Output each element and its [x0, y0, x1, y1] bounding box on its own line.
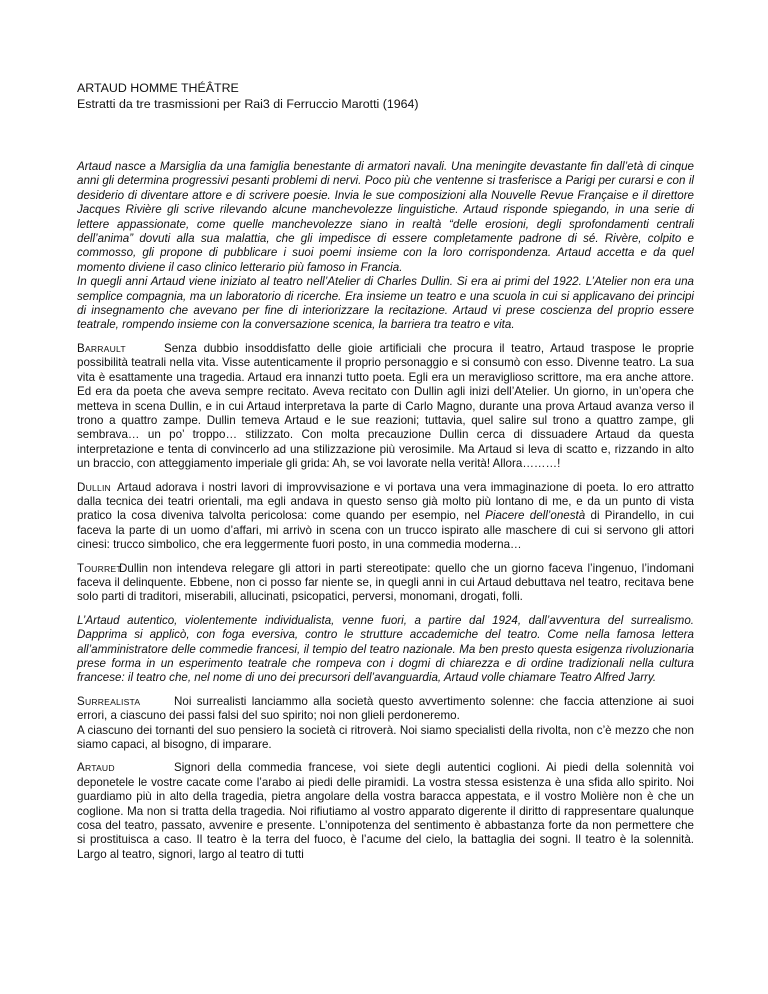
tourret-text: Dullin non intendeva relegare gli attori in parti stereotipate: quello che un giorno faceva l’ingenuo, l’indomani faceva il delinquente. Ebbene, non ci posso far niente se, in quegli anni in cui Artaud debuttava nel teatro, recitava bene solo parti di traditori, miserabili, allucinati, psicopatici, perversi, monomani, drogati, folli. [77, 561, 694, 604]
barrault-section [77, 342, 694, 472]
dullin-text-after: di Pirandello, in cui faceva la parte di un uomo d’affari, mi arrivò in scena con un trucco ispirato alle maschere di cui si servono gli attori cinesi: trucco simbolico, che era leggermente fuori posto, in una commedia moderna… [77, 509, 695, 552]
surrealista-paragraph [77, 695, 694, 724]
speaker-label-dullin: DULLIN [77, 480, 111, 494]
barrault-paragraph [77, 342, 694, 472]
speaker-label-barrault: BARRAULT [77, 341, 126, 355]
dullin-paragraph [77, 481, 694, 553]
document-subtitle: Estratti da tre trasmissioni per Rai3 di Ferruccio Marotti (1964) [77, 97, 419, 111]
intro-paragraph-2: In quegli anni Artaud viene iniziato al teatro nell’Atelier di Charles Dullin. Si era ai primi del 1922. L’Atelier non era una semplice compagnia, ma un laboratorio di ricerche. Era insieme un teatro e una scuola in cui si applicavano dei principi di insegnamento che avevano per fine di interiorizzare la recitazione. Artaud vi prese coscienza del proprio essere teatrale, rompendo insieme con la conversazione scenica, la barriera tra teatro e vita. [77, 275, 694, 332]
barrault-text: Senza dubbio insoddisfatto delle gioie artificiali che procura il teatro, Artaud traspose le proprie possibilità teatrali nella vita. Visse autenticamente il proprio personaggio e si consumò con esso. Divenne teatro. La sua vita è esattamente una tragedia. Artaud era innanzi tutto poeta. Egli era un meraviglioso scrittore, ma era anche attore. Ed era da poeta che aveva sempre recitato. Aveva recitato con Dullin agli inizi dell’Atelier. Un giorno, in un’opera che metteva in scena Dullin, e in cui Artaud interpretava la parte di Carlo Magno, durante una prova Artaud avanza verso il trono a quattro zampe. Dullin temeva Artaud e le sue reazioni; tuttavia, quel salire sul trono a quattro zampe, gli sembrava… un po’ troppo… stilizzato. Con molta precauzione Dullin cerca di dissuadere Artaud da questa interpretazione e tenta di convincerlo ad una stilizzazione più verosimile. Ma Artaud si leva di scatto e, rizzando in alto un braccio, con atteggiamento imperiale gli grida: Ah, se voi lavorate nella verità! Allora………! [77, 341, 694, 471]
surrealista-section [77, 695, 694, 753]
dullin-section [77, 481, 694, 553]
intro-paragraph-1: Artaud nasce a Marsiglia da una famiglia benestante di armatori navali. Una meningite devastante fin dall’età di cinque anni gli determina progressivi pesanti problemi di nervi. Poco più che ventenne si trasferisce a Parigi per curarsi e con il desiderio di diventare attore e di scrivere poesie. Invia le sue composizioni alla Nouvelle Revue Française e il direttore Jacques Rivière gli scrive rilevando alcune manchevolezze linguistiche. Artaud risponde spiegando, in una serie di lettere appassionate, come quelle manchevolezze siano in realtà “delle erosioni, degli sprofondamenti centrali dell’anima” dovuti alla sua malattia, che gli impedisce di essere completamente padrone di sé. Rivère, colpito e commosso, gli propone di pubblicare i suoi poemi insieme con la loro corrispondenza. Artaud accetta e da quel momento diviene il caso clinico letterario più famoso in Francia. [77, 160, 694, 274]
speaker-label-surrealista: SURREALISTA [77, 694, 141, 708]
intro-section [77, 160, 694, 333]
surrealista-text: Noi surrealisti lanciammo alla società questo avvertimento solenne: che faccia attenzione ai suoi errori, a ciascuno dei passi falsi del suo spirito; noi non glieli perdoneremo. [77, 694, 694, 723]
document-page [77, 80, 694, 862]
dullin-play-title: Piacere dell’onestà [485, 509, 586, 523]
speaker-label-artaud: ARTAUD [77, 761, 115, 775]
dullin-text-before: Artaud adorava i nostri lavori di improvvisazione e vi portava una vera immaginazione di poeta. Io ero attratto dalla tecnica dei teatri orientali, ma egli andava in questo senso già molto più lontano di me, e da un punto di vista pratico la cosa diveniva talvolta pericolosa: come quando per esempio, nel [77, 480, 694, 523]
tourret-paragraph [77, 562, 694, 605]
speaker-label-tourret: TOURRET [77, 561, 122, 575]
artaud-text: Signori della commedia francese, voi siete degli autentici coglioni. Ai piedi della solennità voi deponetele le vostre cacate come l’arabo ai piedi delle piramidi. La vostra stessa esistenza è una sfida allo spirito. Noi guardiamo più in alto della tragedia, pietra angolare della vostra baracca appestata, e il vostro Molière non è che un coglione. Ma non si tratta della tragedia. Noi rifiutiamo al vostro apparato digerente il diritto di rappresentare qualunque cosa del teatro, passato, avvenire e presente. L’onnipotenza del sentimento è abbastanza forte da non permettere che si prostituisca a caso. Il teatro è la terra del fuoco, è l’acume del cielo, la battaglia dei sogni. Il teatro è la solennità. Largo al teatro, signori, largo al teatro di tutti [77, 761, 694, 861]
surrealism-intro-section [77, 614, 694, 686]
artaud-paragraph [77, 761, 694, 862]
surrealism-intro-paragraph: L’Artaud autentico, violentemente individualista, venne fuori, a partire dal 1924, dall’avventura del surrealismo. Dapprima si applicò, con foga eversiva, contro le strutture accademiche del teatro. Come nella famosa lettera all’amministratore delle commedie francesi, il tempio del teatro nazionale. Ma ben presto questa esigenza rivoluzionaria prese forma in un esperimento teatrale che rompeva con i dogmi di chiarezza e di ordine tradizionali nella cultura francese: il teatro che, nel nome di uno dei precursori dell’avanguardia, Artaud volle chiamare Teatro Alfred Jarry. [77, 613, 694, 685]
document-title: ARTAUD HOMME THÉÂTRE [77, 81, 239, 95]
tourret-section [77, 562, 694, 605]
artaud-section [77, 761, 694, 862]
surrealista-paragraph-2: A ciascuno dei tornanti del suo pensiero la società ci ritroverà. Noi siamo specialisti della rivolta, non c’è mezzo che non siamo capaci, al bisogno, di imparare. [77, 723, 694, 752]
